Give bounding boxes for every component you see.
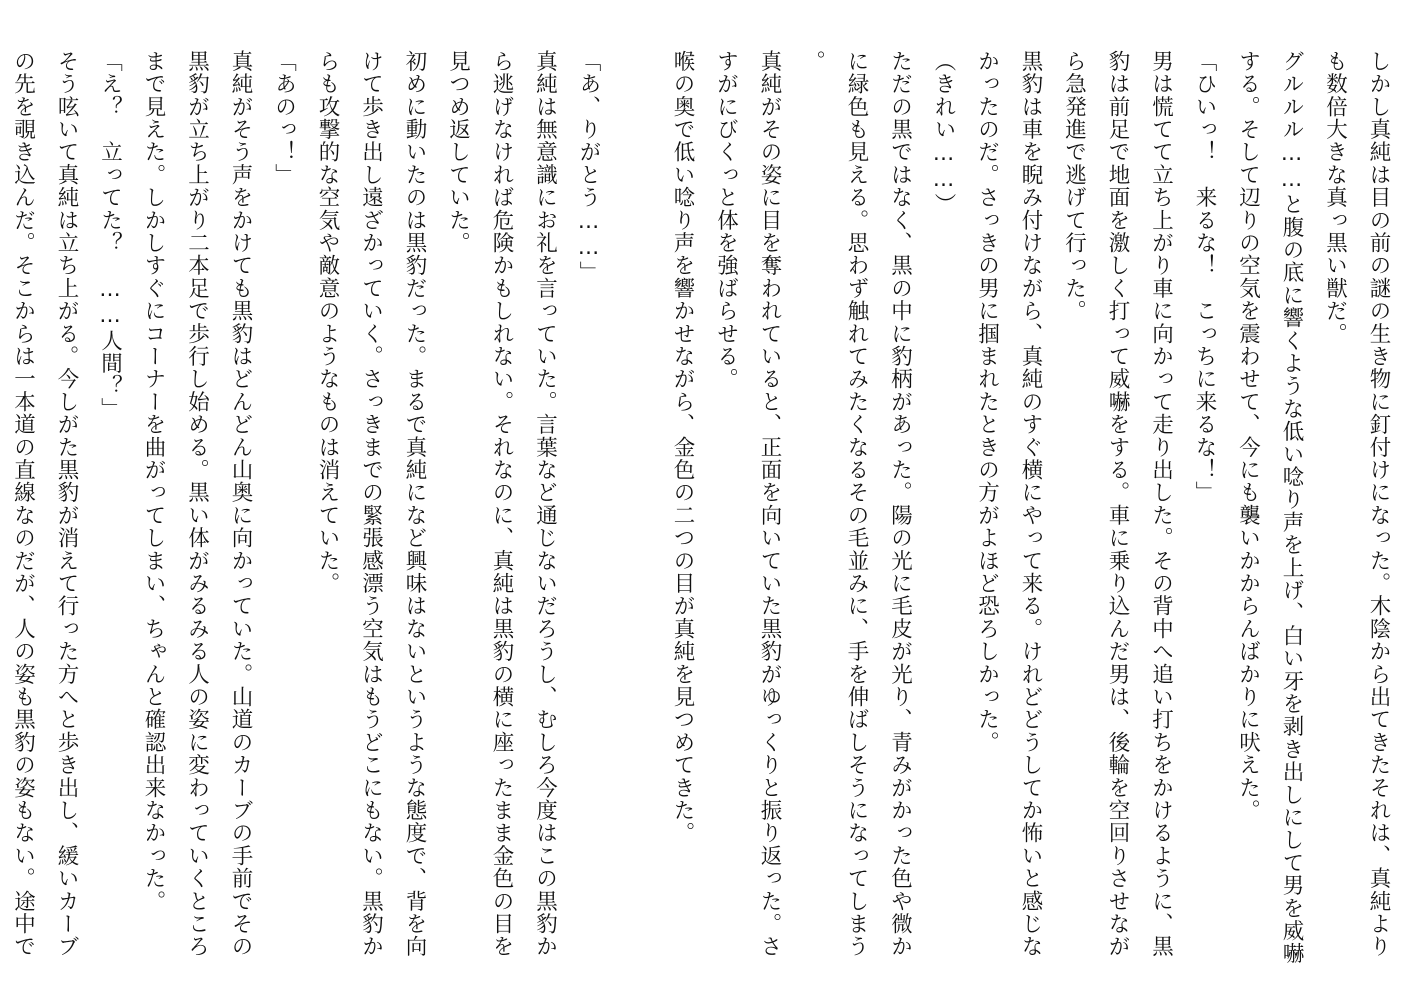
paragraph: 男は慌てて立ち上がり車に向かって走り出した。その背中へ追い打ちをかけるように、黒豹は前足で地面を激しく打って威嚇をする。車に乗り込んだ男は、後輪を空回りさせながら急発進で逃げて行った。: [1061, 50, 1174, 958]
paragraph: そう呟いて真純は立ち上がる。今しがた黒豹が消えて行った方へと歩き出し、緩いカーブの先を覗き込んだ。そこからは一本道の直線なのだが、人の姿も黒豹の姿もない。途中で: [10, 50, 79, 958]
paragraph: 黒豹は車を睨み付けながら、真純のすぐ横にやって来る。けれどどうしてか怖いと感じなかったのだ。さっきの男に掴まれたときの方がよほど恐ろしかった。: [974, 50, 1043, 958]
paragraph: 真純は無意識にお礼を言っていた。言葉など通じないだろうし、むしろ今度はこの黒豹から逃げなければ危険かもしれない。それなのに、真純は黒豹の横に座ったまま金色の目を見つめ返していた。: [445, 50, 558, 958]
paragraph: ただの黒ではなく、黒の中に豹柄があった。陽の光に毛皮が光り、青みがかった色や微かに緑色も見える。思わず触れてみたくなるその毛並みに、手を伸ばしそうになってしまう。: [800, 50, 913, 959]
dialogue-line: 「え？ 立ってた？ ……人間？」: [97, 50, 123, 421]
paragraph: グルルル……と腹の底に響くような低い唸り声を上げ、白い牙を剥き出しにして男を威嚇する。そして辺りの空気を震わせて、今にも襲いかからんばかりに吠えた。: [1235, 50, 1304, 966]
dialogue-line: 「ひいっ！ 来るな！ こっちに来るな！」: [1192, 50, 1217, 504]
paragraph: 真純がその姿に目を奪われていると、正面を向いていた黒豹がゆっくりと振り返った。さすがにびくっと体を強ばらせる。: [713, 50, 782, 958]
inner-thought: （きれい……）: [931, 50, 956, 216]
dialogue-line: 「あのっ！」: [271, 50, 297, 187]
paragraph: しかし真純は目の前の謎の生き物に釘付けになった。木陰から出てきたそれは、真純よりも数倍大きな真っ黒い獣だ。: [1322, 50, 1391, 958]
paragraph: 真純がそう声をかけても黒豹はどんどん山奥に向かっていた。山道のカーブの手前でその黒豹が立ち上がり二本足で歩行し始める。黒い体がみるみる人の姿に変わっていくところまで見えた。しかしすぐにコーナーを曲がってしまい、ちゃんと確認出来なかった。: [141, 50, 253, 958]
paragraph: 初めに動いたのは黒豹だった。まるで真純になど興味はないというような態度で、背を向けて歩き出し遠ざかっていく。さっきまでの緊張感漂う空気はもうどこにもない。黒豹からも攻撃的な空気や敵意のようなものは消えていた。: [315, 50, 427, 958]
dialogue-line: 「あ、りがとう……」: [576, 50, 601, 284]
left-page: [10, 50, 610, 970]
right-page: [670, 50, 1400, 970]
paragraph: 喉の奥で低い唸り声を響かせながら、金色の二つの目が真純を見つめてきた。: [670, 50, 695, 845]
